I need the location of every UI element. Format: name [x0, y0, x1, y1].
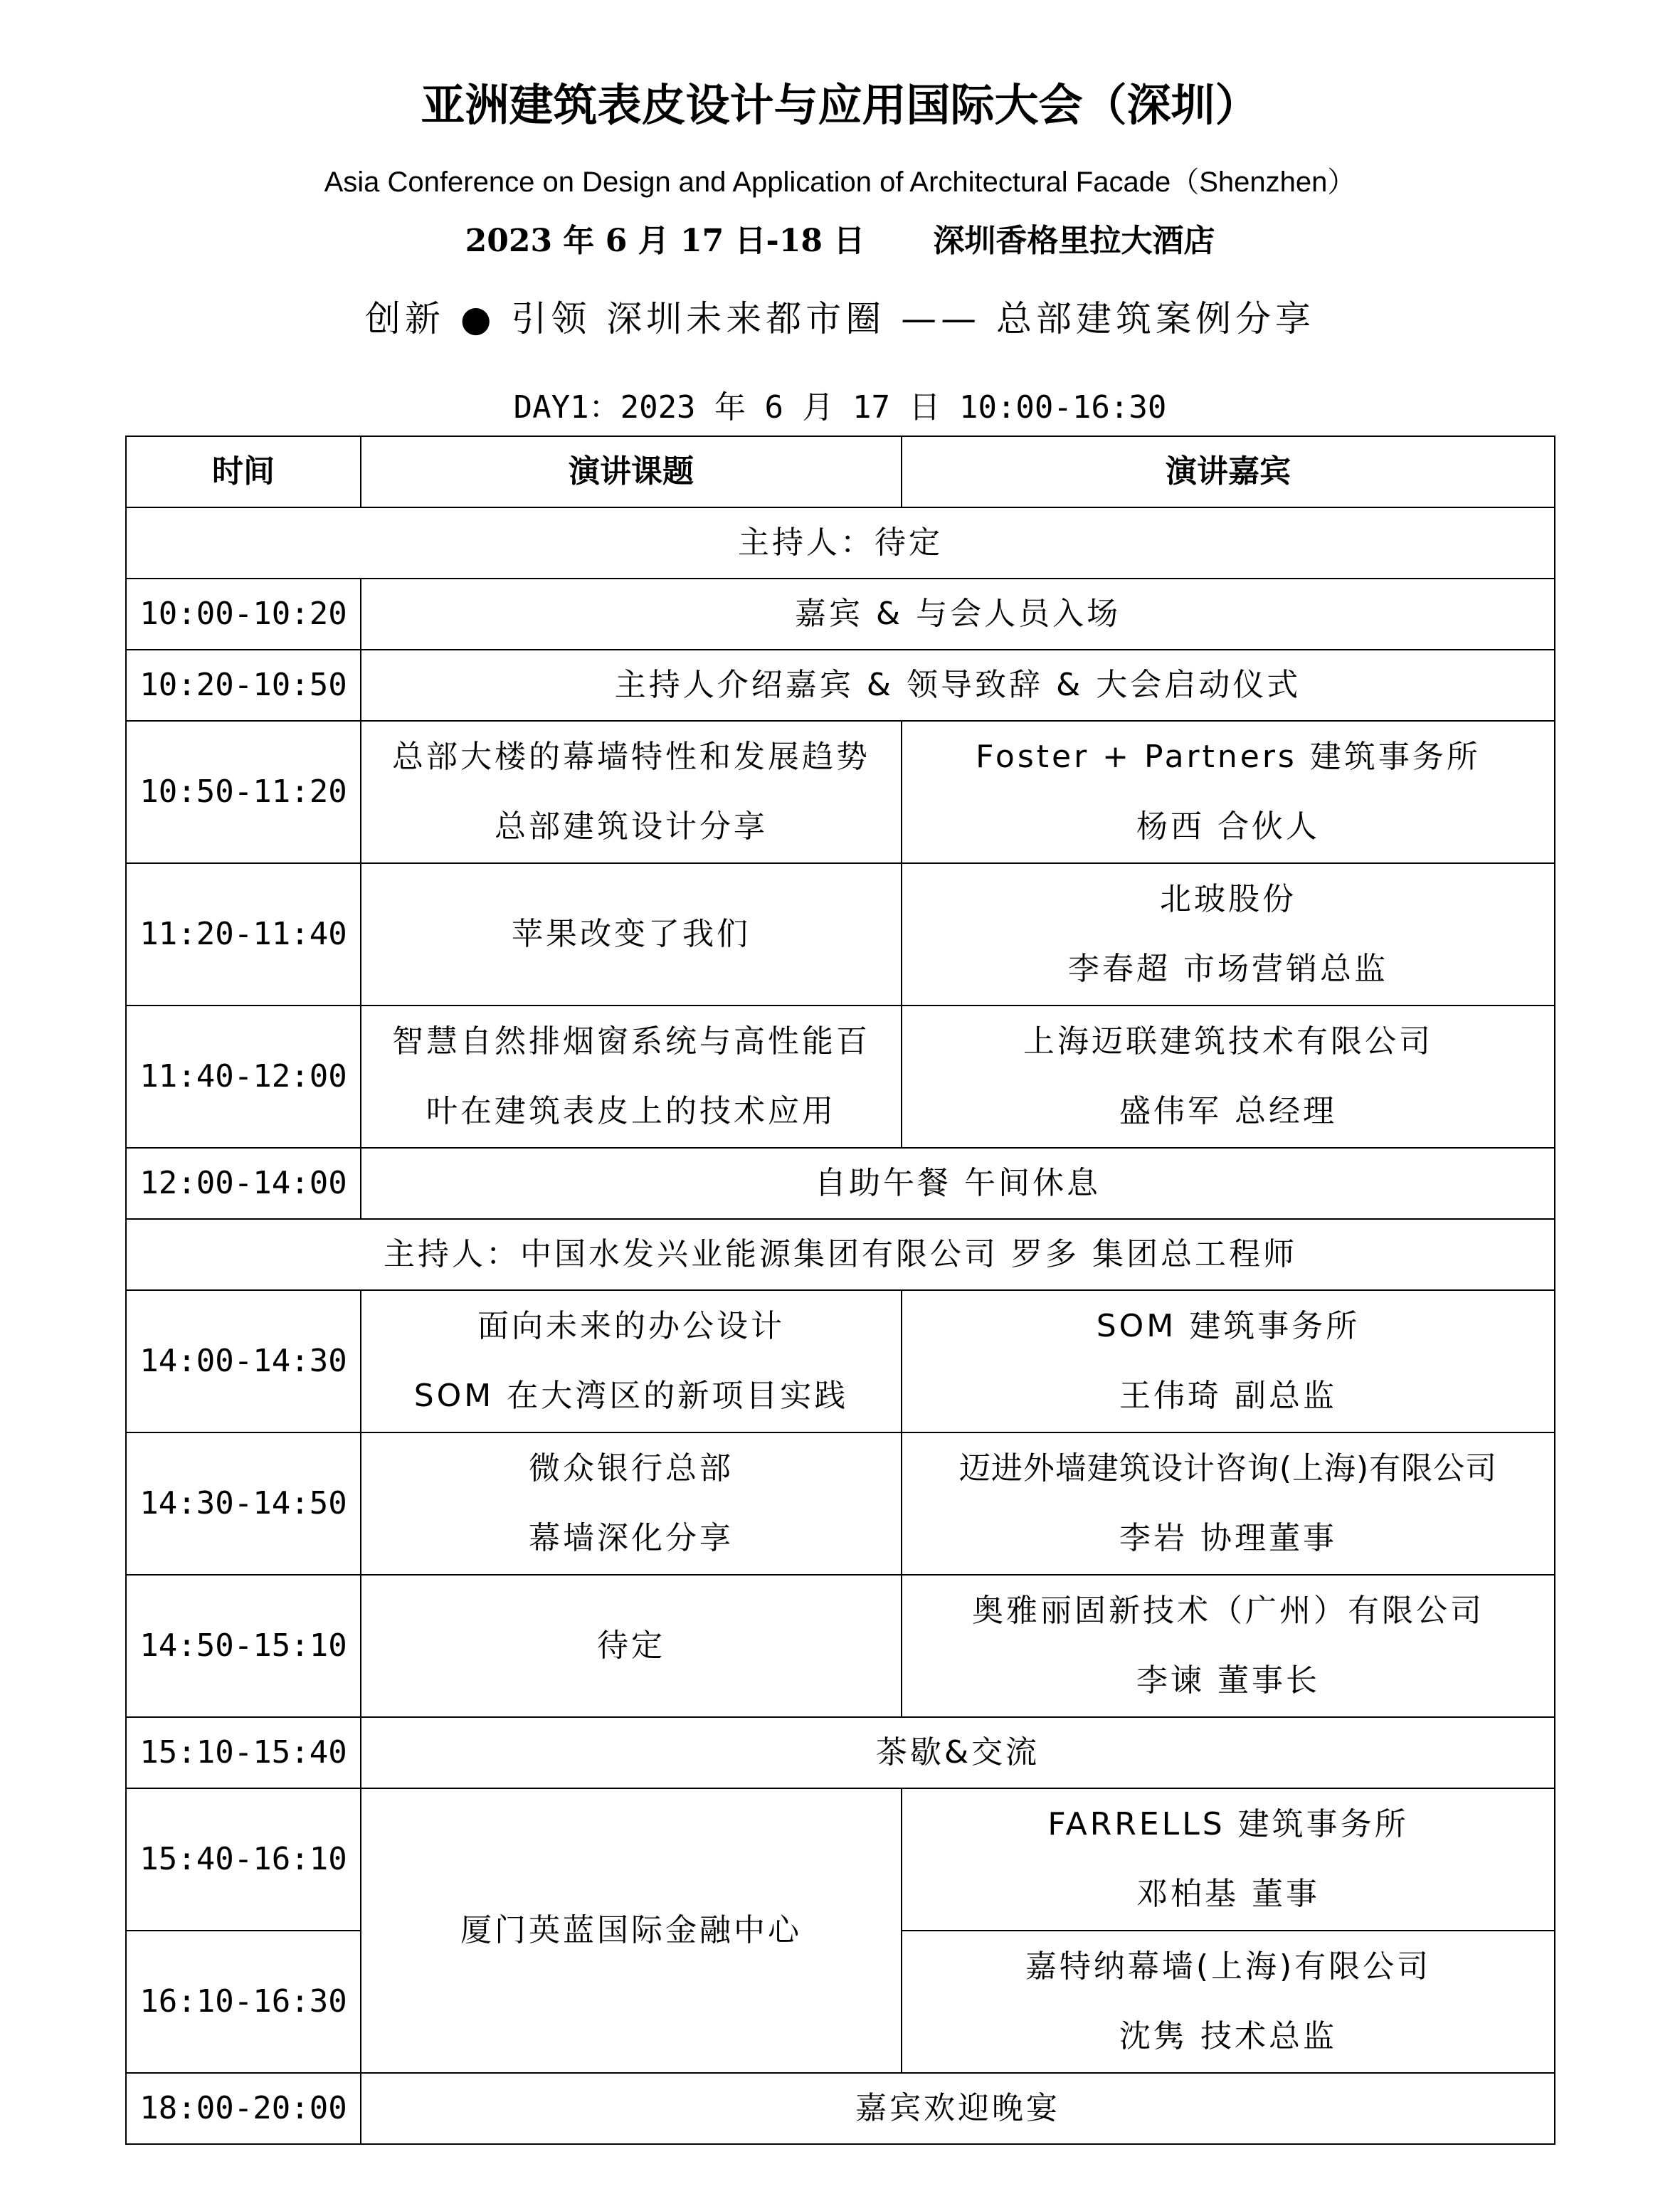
topic-line: 微众银行总部 — [529, 1450, 734, 1487]
row-time: 14:50-15:10 — [126, 1575, 361, 1717]
row-time: 11:40-12:00 — [126, 1006, 361, 1148]
table-row — [126, 1575, 1555, 1717]
speaker-name: 沈隽 技术总监 — [1119, 2018, 1337, 2054]
speaker-org: 迈进外墙建筑设计咨询(上海)有限公司 — [958, 1450, 1498, 1487]
table-row — [126, 1148, 1555, 1219]
table-row — [126, 1788, 1555, 1931]
row-speaker — [902, 1432, 1555, 1575]
host-row — [126, 1219, 1555, 1290]
row-speaker — [902, 1290, 1555, 1432]
day-line: DAY1：2023 年 6 月 17 日 10:00-16:30 — [513, 389, 1167, 426]
date-venue-line — [0, 215, 1680, 260]
header-topic: 演讲课题 — [361, 436, 902, 507]
row-speaker — [902, 1788, 1555, 1931]
header-time: 时间 — [126, 436, 361, 507]
row-topic — [361, 721, 902, 863]
speaker-org: FARRELLS 建筑事务所 — [1047, 1806, 1409, 1842]
speaker-name: 李岩 协理董事 — [1119, 1520, 1337, 1556]
speaker-name: 李谏 董事长 — [1136, 1662, 1320, 1699]
host-row — [126, 507, 1555, 579]
row-content: 自助午餐 午间休息 — [361, 1148, 1555, 1219]
speaker-org: 嘉特纳幕墙(上海)有限公司 — [1025, 1948, 1432, 1985]
row-speaker — [902, 721, 1555, 863]
row-topic: 苹果改变了我们 — [361, 863, 902, 1006]
host-label: 主持人：中国水发兴业能源集团有限公司 罗多 集团总工程师 — [126, 1219, 1555, 1290]
speaker-org: 上海迈联建筑技术有限公司 — [1023, 1023, 1433, 1060]
table-row — [126, 1717, 1555, 1788]
row-content: 嘉宾欢迎晚宴 — [361, 2073, 1555, 2144]
speaker-name: 杨西 合伙人 — [1136, 808, 1320, 845]
row-time: 16:10-16:30 — [126, 1931, 361, 2073]
row-topic: 待定 — [361, 1575, 902, 1717]
row-time: 10:00-10:20 — [126, 579, 361, 650]
topic-line: 叶在建筑表皮上的技术应用 — [426, 1093, 836, 1129]
table-row — [126, 1006, 1555, 1148]
table-header-row — [126, 436, 1555, 507]
speaker-org: SOM 建筑事务所 — [1096, 1308, 1361, 1344]
row-topic — [361, 1006, 902, 1148]
row-speaker — [902, 1931, 1555, 2073]
conference-theme: 创新 ● 引领 深圳未来都市圈 —— 总部建筑案例分享 — [364, 298, 1316, 339]
row-content: 茶歇&交流 — [361, 1717, 1555, 1788]
table-row — [126, 579, 1555, 650]
speaker-org: 奥雅丽固新技术（广州）有限公司 — [972, 1593, 1484, 1629]
topic-line: 智慧自然排烟窗系统与高性能百 — [392, 1023, 870, 1060]
row-content: 主持人介绍嘉宾 & 领导致辞 & 大会启动仪式 — [361, 650, 1555, 721]
speaker-org: 北玻股份 — [1160, 881, 1296, 917]
conference-date: 2023 年 6 月 17 日-18 日 — [465, 223, 865, 259]
table-row — [126, 650, 1555, 721]
speaker-name: 王伟琦 副总监 — [1119, 1378, 1337, 1414]
conference-venue: 深圳香格里拉大酒店 — [933, 223, 1215, 259]
row-time: 11:20-11:40 — [126, 863, 361, 1006]
row-topic — [361, 1432, 902, 1575]
row-speaker — [902, 863, 1555, 1006]
topic-line: 总部建筑设计分享 — [495, 808, 768, 845]
topic-line: 面向未来的办公设计 — [477, 1308, 785, 1344]
row-time: 12:00-14:00 — [126, 1148, 361, 1219]
topic-line: SOM 在大湾区的新项目实践 — [413, 1378, 849, 1414]
speaker-name: 盛伟军 总经理 — [1119, 1093, 1337, 1129]
table-row — [126, 1432, 1555, 1575]
speaker-name: 李春超 市场营销总监 — [1068, 951, 1388, 987]
row-topic: 厦门英蓝国际金融中心 — [361, 1788, 902, 2073]
row-time: 15:10-15:40 — [126, 1717, 361, 1788]
row-time: 15:40-16:10 — [126, 1788, 361, 1931]
table-row — [126, 1290, 1555, 1432]
topic-line: 幕墙深化分享 — [529, 1520, 734, 1556]
host-label: 主持人：待定 — [126, 507, 1555, 579]
row-time: 10:50-11:20 — [126, 721, 361, 863]
conference-title: 亚洲建筑表皮设计与应用国际大会（深圳） — [421, 79, 1259, 131]
table-row — [126, 2073, 1555, 2144]
row-content: 嘉宾 & 与会人员入场 — [361, 579, 1555, 650]
table-row — [126, 721, 1555, 863]
header-speaker: 演讲嘉宾 — [902, 436, 1555, 507]
speaker-name: 邓柏基 董事 — [1136, 1876, 1320, 1912]
row-topic — [361, 1290, 902, 1432]
row-time: 18:00-20:00 — [126, 2073, 361, 2144]
row-time: 14:00-14:30 — [126, 1290, 361, 1432]
row-speaker — [902, 1575, 1555, 1717]
row-speaker — [902, 1006, 1555, 1148]
schedule-table — [125, 436, 1555, 2145]
topic-line: 总部大楼的幕墙特性和发展趋势 — [392, 739, 870, 775]
speaker-org: Foster + Partners 建筑事务所 — [976, 739, 1481, 775]
conference-subtitle: Asia Conference on Design and Application of Architectural Facade（Shenzhen） — [324, 167, 1356, 198]
table-row — [126, 863, 1555, 1006]
row-time: 14:30-14:50 — [126, 1432, 361, 1575]
row-time: 10:20-10:50 — [126, 650, 361, 721]
